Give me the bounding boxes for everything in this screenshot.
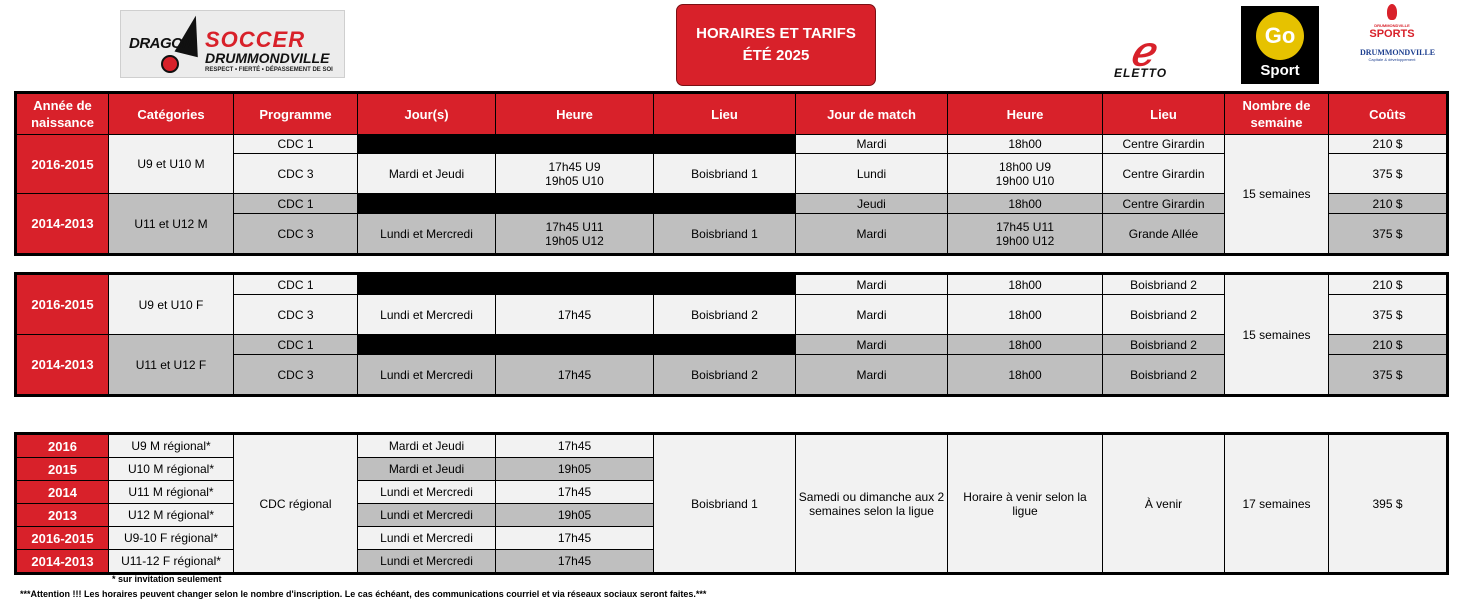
cost: 210 $ bbox=[1329, 275, 1447, 295]
logo-word-dragon: DRAGON bbox=[129, 35, 193, 52]
match-day: Mardi bbox=[796, 295, 948, 335]
cost: 375 $ bbox=[1329, 154, 1447, 194]
ds-main-text: SPORTS bbox=[1369, 28, 1415, 40]
time: 19h05 bbox=[496, 504, 654, 527]
eletto-wordmark: ELETTO bbox=[1114, 66, 1168, 80]
header-match-time: Heure bbox=[948, 94, 1103, 135]
time-line-1: 17h45 U9 bbox=[548, 159, 601, 174]
header-time: Heure bbox=[496, 94, 654, 135]
birth-year: 2014-2013 bbox=[17, 335, 109, 395]
cost: 210 $ bbox=[1329, 135, 1447, 154]
match-place: Centre Girardin bbox=[1103, 135, 1225, 154]
flame-icon bbox=[1387, 4, 1397, 20]
place: Boisbriand 2 bbox=[654, 295, 796, 335]
match-place: Centre Girardin bbox=[1103, 194, 1225, 214]
match-place: Boisbriand 2 bbox=[1103, 275, 1225, 295]
page-title bbox=[676, 4, 876, 86]
ds-top-text: DRUMMONDVILLE bbox=[1374, 23, 1410, 28]
match-time bbox=[948, 214, 1103, 254]
days: Mardi et Jeudi bbox=[358, 435, 496, 458]
table-row bbox=[17, 135, 1447, 154]
header-match-day: Jour de match bbox=[796, 94, 948, 135]
drummondville-sports-logo bbox=[1360, 4, 1436, 86]
match-place: Boisbriand 2 bbox=[1103, 335, 1225, 355]
match-time: Horaire à venir selon la ligue bbox=[948, 435, 1103, 573]
days: Mardi et Jeudi bbox=[358, 458, 496, 481]
program: CDC 3 bbox=[234, 295, 358, 335]
program: CDC 1 bbox=[234, 335, 358, 355]
category: U11 M régional* bbox=[109, 481, 234, 504]
days: Lundi et Mercredi bbox=[358, 295, 496, 335]
program: CDC 3 bbox=[234, 355, 358, 395]
cost: 375 $ bbox=[1329, 295, 1447, 335]
time bbox=[496, 214, 654, 254]
program: CDC 1 bbox=[234, 194, 358, 214]
go-circle: Go bbox=[1256, 12, 1304, 60]
match-day: Mardi bbox=[796, 135, 948, 154]
weeks: 15 semaines bbox=[1225, 275, 1329, 395]
birth-year: 2016-2015 bbox=[17, 527, 109, 550]
weeks: 17 semaines bbox=[1225, 435, 1329, 573]
match-place: À venir bbox=[1103, 435, 1225, 573]
time: 17h45 bbox=[496, 435, 654, 458]
birth-year: 2014 bbox=[17, 481, 109, 504]
time: 17h45 bbox=[496, 295, 654, 335]
weeks: 15 semaines bbox=[1225, 135, 1329, 254]
birth-year: 2015 bbox=[17, 458, 109, 481]
blank-cell bbox=[358, 135, 796, 154]
match-time: 18h00 bbox=[948, 355, 1103, 395]
cost: 395 $ bbox=[1329, 435, 1447, 573]
title-line-1: HORAIRES ET TARIFS bbox=[696, 25, 856, 42]
title-line-2: ÉTÉ 2025 bbox=[742, 47, 810, 64]
header-cost: Coûts bbox=[1329, 94, 1447, 135]
category: U9-10 F régional* bbox=[109, 527, 234, 550]
cost: 210 $ bbox=[1329, 335, 1447, 355]
time-line-1: 17h45 U11 bbox=[545, 219, 604, 234]
match-time: 18h00 bbox=[948, 335, 1103, 355]
cost: 375 $ bbox=[1329, 214, 1447, 254]
days: Lundi et Mercredi bbox=[358, 214, 496, 254]
logo-tagline: RESPECT • FIERTÉ • DÉPASSEMENT DE SOI bbox=[205, 67, 333, 73]
program: CDC 3 bbox=[234, 154, 358, 194]
schedule-table-m bbox=[16, 93, 1447, 254]
match-time: 18h00 bbox=[948, 135, 1103, 154]
days: Lundi et Mercredi bbox=[358, 355, 496, 395]
birth-year: 2013 bbox=[17, 504, 109, 527]
program: CDC régional bbox=[234, 435, 358, 573]
header-program: Programme bbox=[234, 94, 358, 135]
header-birth-year: Année de naissance bbox=[17, 94, 109, 135]
logo-word-soccer: SOCCER bbox=[205, 27, 306, 52]
birth-year: 2016 bbox=[17, 435, 109, 458]
schedule-table-regional bbox=[16, 434, 1447, 573]
time-line-2: 19h05 U10 bbox=[545, 173, 604, 188]
blank-cell bbox=[358, 335, 796, 355]
header-match-place: Lieu bbox=[1103, 94, 1225, 135]
category: U12 M régional* bbox=[109, 504, 234, 527]
days: Lundi et Mercredi bbox=[358, 504, 496, 527]
schedule-table-f bbox=[16, 274, 1447, 395]
category: U9 et U10 F bbox=[109, 275, 234, 335]
go-sport-logo bbox=[1241, 6, 1319, 84]
blank-cell bbox=[358, 194, 796, 214]
place: Boisbriand 1 bbox=[654, 214, 796, 254]
category: U10 M régional* bbox=[109, 458, 234, 481]
header-place: Lieu bbox=[654, 94, 796, 135]
attention-note: ***Attention !!! Les horaires peuvent changer selon le nombre d'inscription. Le cas échéant, des communications courriel et via réseaux sociaux seront faites.*** bbox=[20, 589, 707, 599]
category: U11-12 F régional* bbox=[109, 550, 234, 573]
logo-word-drummondville: DRUMMONDVILLE bbox=[205, 50, 330, 66]
match-day: Mardi bbox=[796, 355, 948, 395]
match-day: Mardi bbox=[796, 335, 948, 355]
place: Boisbriand 1 bbox=[654, 435, 796, 573]
eletto-logo bbox=[1112, 28, 1196, 82]
invitation-note: * sur invitation seulement bbox=[112, 574, 222, 584]
match-time-line-1: 17h45 U11 bbox=[996, 219, 1054, 234]
birth-year: 2014-2013 bbox=[17, 550, 109, 573]
match-time: 18h00 bbox=[948, 194, 1103, 214]
match-time bbox=[948, 154, 1103, 194]
match-day: Mardi bbox=[796, 214, 948, 254]
program: CDC 1 bbox=[234, 135, 358, 154]
match-time: 18h00 bbox=[948, 295, 1103, 335]
match-time: 18h00 bbox=[948, 275, 1103, 295]
match-day: Lundi bbox=[796, 154, 948, 194]
days: Lundi et Mercredi bbox=[358, 550, 496, 573]
table-row bbox=[17, 435, 1447, 458]
birth-year: 2014-2013 bbox=[17, 194, 109, 254]
header-weeks: Nombre de semaine bbox=[1225, 94, 1329, 135]
birth-year: 2016-2015 bbox=[17, 275, 109, 335]
time bbox=[496, 154, 654, 194]
program: CDC 1 bbox=[234, 275, 358, 295]
time: 17h45 bbox=[496, 355, 654, 395]
place: Boisbriand 1 bbox=[654, 154, 796, 194]
days: Lundi et Mercredi bbox=[358, 527, 496, 550]
category: U11 et U12 M bbox=[109, 194, 234, 254]
table-row bbox=[17, 275, 1447, 295]
header-row bbox=[17, 94, 1447, 135]
birth-year: 2016-2015 bbox=[17, 135, 109, 194]
program: CDC 3 bbox=[234, 214, 358, 254]
match-day: Jeudi bbox=[796, 194, 948, 214]
eletto-e-icon: ℯ bbox=[1130, 28, 1154, 75]
match-place: Boisbriand 2 bbox=[1103, 295, 1225, 335]
match-time-line-1: 18h00 U9 bbox=[998, 159, 1052, 174]
header-days: Jour(s) bbox=[358, 94, 496, 135]
header-categories: Catégories bbox=[109, 94, 234, 135]
match-place: Boisbriand 2 bbox=[1103, 355, 1225, 395]
match-time-line-2: 19h00 U10 bbox=[995, 173, 1055, 188]
match-time-line-2: 19h00 U12 bbox=[995, 233, 1055, 248]
days: Mardi et Jeudi bbox=[358, 154, 496, 194]
dragon-soccer-logo bbox=[120, 10, 345, 78]
match-day: Samedi ou dimanche aux 2 semaines selon la ligue bbox=[796, 435, 948, 573]
soccer-ball-icon bbox=[161, 55, 179, 73]
sport-wordmark: Sport bbox=[1260, 62, 1300, 79]
days: Lundi et Mercredi bbox=[358, 481, 496, 504]
blank-cell bbox=[358, 275, 796, 295]
category: U9 M régional* bbox=[109, 435, 234, 458]
time: 19h05 bbox=[496, 458, 654, 481]
time: 17h45 bbox=[496, 550, 654, 573]
category: U11 et U12 F bbox=[109, 335, 234, 395]
place: Boisbriand 2 bbox=[654, 355, 796, 395]
match-day: Mardi bbox=[796, 275, 948, 295]
ds-sub-text: Capitale & développement bbox=[1368, 57, 1416, 62]
cost: 375 $ bbox=[1329, 355, 1447, 395]
cost: 210 $ bbox=[1329, 194, 1447, 214]
category: U9 et U10 M bbox=[109, 135, 234, 194]
time: 17h45 bbox=[496, 481, 654, 504]
match-place: Centre Girardin bbox=[1103, 154, 1225, 194]
time-line-2: 19h05 U12 bbox=[545, 233, 604, 248]
match-place: Grande Allée bbox=[1103, 214, 1225, 254]
ds-city-text: DRUMMONDVILLE bbox=[1360, 48, 1436, 57]
time: 17h45 bbox=[496, 527, 654, 550]
